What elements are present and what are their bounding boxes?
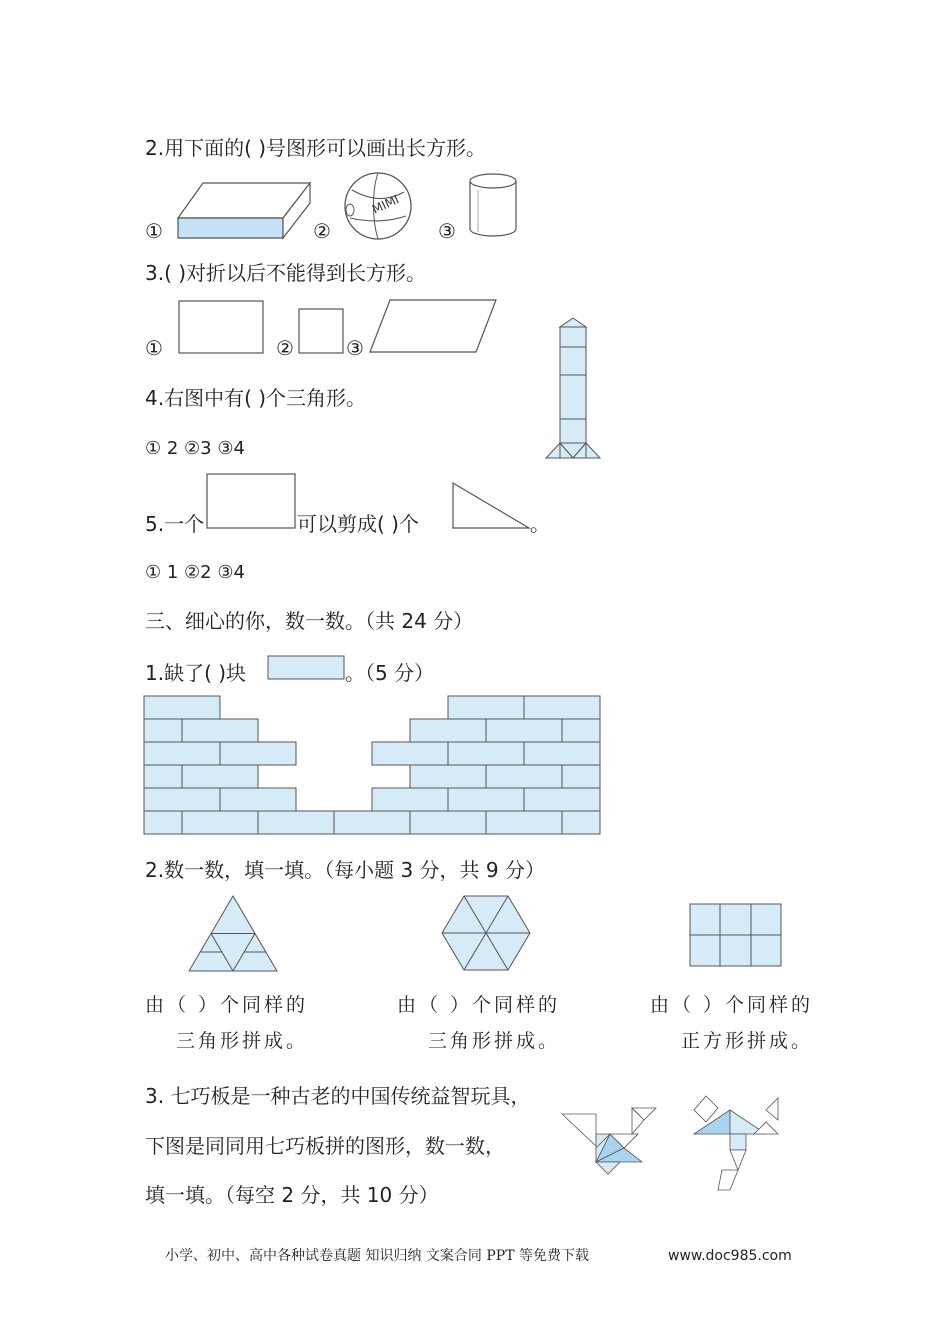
q5-suffix: 。 xyxy=(530,512,550,536)
s3q3-line1: 3. 七巧板是一种古老的中国传统益智玩具， xyxy=(145,1084,531,1108)
hexagon-figure xyxy=(440,894,534,974)
ball-figure xyxy=(342,170,414,242)
s3q2-b-line1: 由（ ）个同样的 xyxy=(397,994,561,1016)
tangram-figure-1 xyxy=(560,1104,664,1176)
footer-text: 小学、初中、高中各种试卷真题 知识归纳 文案合同 PPT 等免费下载 xyxy=(165,1248,589,1264)
s3q2-b-line2: 三角形拼成。 xyxy=(428,1030,561,1052)
q2-option-3[interactable]: ③ xyxy=(438,219,456,243)
s3q2-c-line1: 由（ ）个同样的 xyxy=(650,994,814,1016)
s3q3-line2: 下图是同同用七巧板拼的图形，数一数， xyxy=(145,1134,505,1158)
single-brick xyxy=(267,655,347,683)
q4-text: 4.右图中有( )个三角形。 xyxy=(145,386,367,410)
q3-option-1[interactable]: ① xyxy=(145,336,163,360)
square-figure xyxy=(298,308,346,356)
triangle-figure xyxy=(187,894,281,974)
s3q2-c-line2: 正方形拼成。 xyxy=(681,1030,814,1052)
section3-title: 三、细心的你，数一数。（共 24 分） xyxy=(145,609,474,633)
brick-wall xyxy=(143,695,603,839)
q2-text: 2.用下面的( )号图形可以画出长方形。 xyxy=(145,136,487,160)
s3q2-title: 2.数一数，填一填。（每小题 3 分，共 9 分） xyxy=(145,858,545,882)
footer-url[interactable]: www.doc985.com xyxy=(668,1248,792,1264)
q3-option-3[interactable]: ③ xyxy=(346,336,364,360)
cylinder-figure xyxy=(468,172,520,240)
s3q2-a-line1: 由（ ）个同样的 xyxy=(145,994,309,1016)
q5-middle: 可以剪成( )个 xyxy=(297,512,419,536)
q5-triangle xyxy=(450,481,534,531)
q2-option-1[interactable]: ① xyxy=(145,219,163,243)
s3q1-suffix: 。（5 分） xyxy=(345,661,435,685)
q5-options[interactable]: ① 1 ②2 ③4 xyxy=(145,562,245,583)
s3q2-a-line2: 三角形拼成。 xyxy=(176,1030,309,1052)
cuboid-figure xyxy=(175,180,315,242)
squares-figure xyxy=(688,902,784,970)
q5-prefix: 5.一个 xyxy=(145,512,205,536)
q3-text: 3.( )对折以后不能得到长方形。 xyxy=(145,261,427,285)
parallelogram-figure xyxy=(368,298,500,356)
q3-option-2[interactable]: ② xyxy=(276,336,294,360)
rocket-figure xyxy=(544,317,602,461)
q5-rectangle xyxy=(206,473,298,531)
rectangle-figure xyxy=(178,300,266,356)
s3q1-prefix: 1.缺了( )块 xyxy=(145,661,247,685)
tangram-figure-2 xyxy=(690,1090,786,1194)
q2-option-2[interactable]: ② xyxy=(313,219,331,243)
ball-text: MIMI xyxy=(369,192,402,217)
q4-options[interactable]: ① 2 ②3 ③4 xyxy=(145,438,245,459)
s3q3-line3: 填一填。（每空 2 分，共 10 分） xyxy=(145,1183,439,1207)
